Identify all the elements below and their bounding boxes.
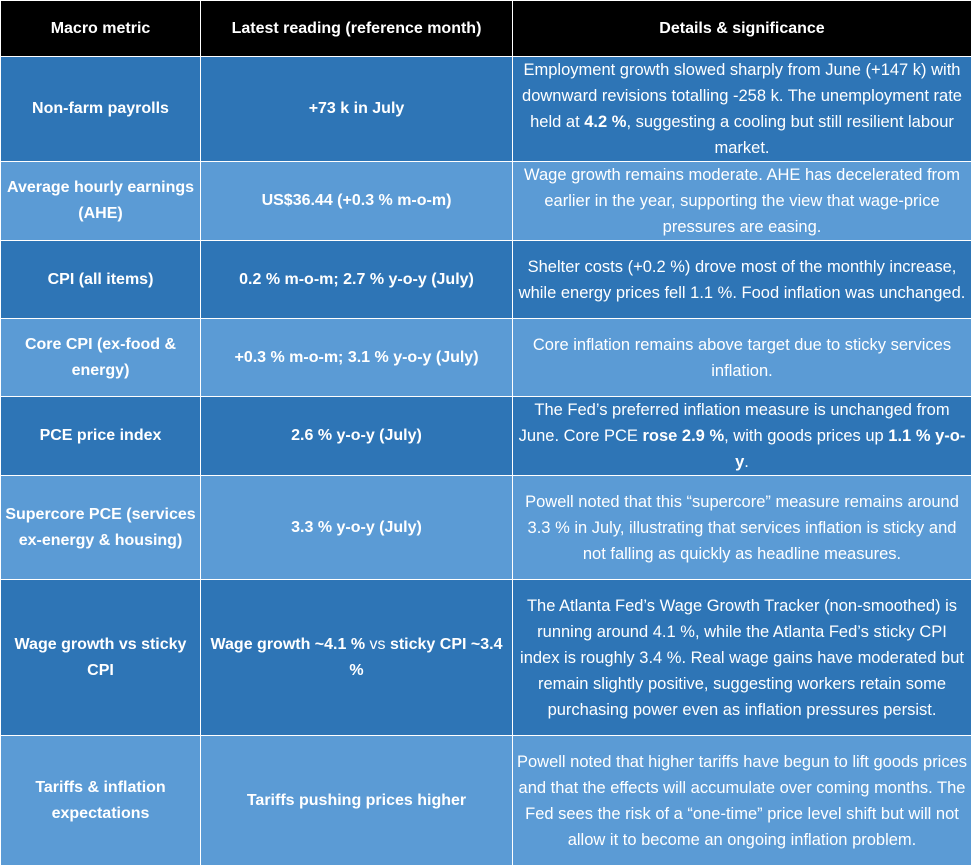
reading-cell	[201, 580, 513, 736]
reading-cell: US$36.44 (+0.3 % m-o-m)	[201, 162, 513, 241]
details-highlight: 1.1 % y-o-y	[735, 427, 966, 471]
table-row	[1, 397, 972, 476]
table-row	[1, 736, 972, 866]
metric-cell: Average hourly earnings (AHE)	[1, 162, 201, 241]
metric-cell: Wage growth vs sticky CPI	[1, 580, 201, 736]
table-row	[1, 241, 972, 319]
metric-cell: Supercore PCE (services ex-energy & housing)	[1, 476, 201, 580]
metric-cell: CPI (all items)	[1, 241, 201, 319]
metric-cell: Non-farm payrolls	[1, 57, 201, 162]
details-cell: Powell noted that this “supercore” measure remains around 3.3 % in July, illustrating that services inflation is sticky and not falling as quickly as headline measures.	[513, 476, 972, 580]
reading-highlight: sticky CPI ~3.4 %	[349, 635, 503, 679]
details-highlight: rose 2.9 %	[642, 427, 725, 445]
reading-cell: 0.2 % m-o-m; 2.7 % y-o-y (July)	[201, 241, 513, 319]
metric-cell: PCE price index	[1, 397, 201, 476]
reading-cell: +73 k in July	[201, 57, 513, 162]
header-reading: Latest reading (reference month)	[201, 1, 513, 57]
metric-cell: Tariffs & inflation expectations	[1, 736, 201, 866]
details-text: , with goods prices up	[724, 427, 889, 445]
table-row	[1, 580, 972, 736]
table-row	[1, 57, 972, 162]
reading-cell: 2.6 % y-o-y (July)	[201, 397, 513, 476]
details-text: The Fed’s preferred inflation measure is unchanged from June. Core PCE	[518, 401, 950, 445]
reading-cell: 3.3 % y-o-y (July)	[201, 476, 513, 580]
details-highlight: 4.2 %	[584, 113, 627, 131]
table-row	[1, 162, 972, 241]
reading-highlight: Wage growth ~4.1 %	[210, 635, 366, 653]
table-row	[1, 319, 972, 397]
details-cell: Shelter costs (+0.2 %) drove most of the monthly increase, while energy prices fell 1.1 %. Food inflation was unchanged.	[513, 241, 972, 319]
details-text: .	[744, 453, 749, 471]
details-text: Employment growth slowed sharply from June (+147 k) with downward revisions totalling -258 k. The unemployment rate held at	[522, 61, 962, 131]
details-cell: Powell noted that higher tariffs have begun to lift goods prices and that the effects will accumulate over coming months. The Fed sees the risk of a “one-time” price level shift but will not allow it to become an ongoing inflation problem.	[513, 736, 972, 866]
reading-cell: +0.3 % m-o-m; 3.1 % y-o-y (July)	[201, 319, 513, 397]
details-cell: Wage growth remains moderate. AHE has decelerated from earlier in the year, supporting the view that wage-price pressures are easing.	[513, 162, 972, 241]
header-metric: Macro metric	[1, 1, 201, 57]
reading-cell: Tariffs pushing prices higher	[201, 736, 513, 866]
table-row	[1, 476, 972, 580]
details-text: , suggesting a cooling but still resilient labour market.	[626, 113, 954, 157]
details-cell: The Atlanta Fed’s Wage Growth Tracker (non-smoothed) is running around 4.1 %, while the Atlanta Fed’s sticky CPI index is roughly 3.4 %. Real wage gains have moderated but remain slightly positive, suggesting workers retain some purchasing power even as inflation pressures persist.	[513, 580, 972, 736]
details-cell: Core inflation remains above target due to sticky services inflation.	[513, 319, 972, 397]
metric-cell: Core CPI (ex-food & energy)	[1, 319, 201, 397]
header-details: Details & significance	[513, 1, 972, 57]
reading-text: vs	[365, 635, 390, 653]
header-row	[1, 1, 972, 57]
details-cell	[513, 57, 972, 162]
details-cell	[513, 397, 972, 476]
